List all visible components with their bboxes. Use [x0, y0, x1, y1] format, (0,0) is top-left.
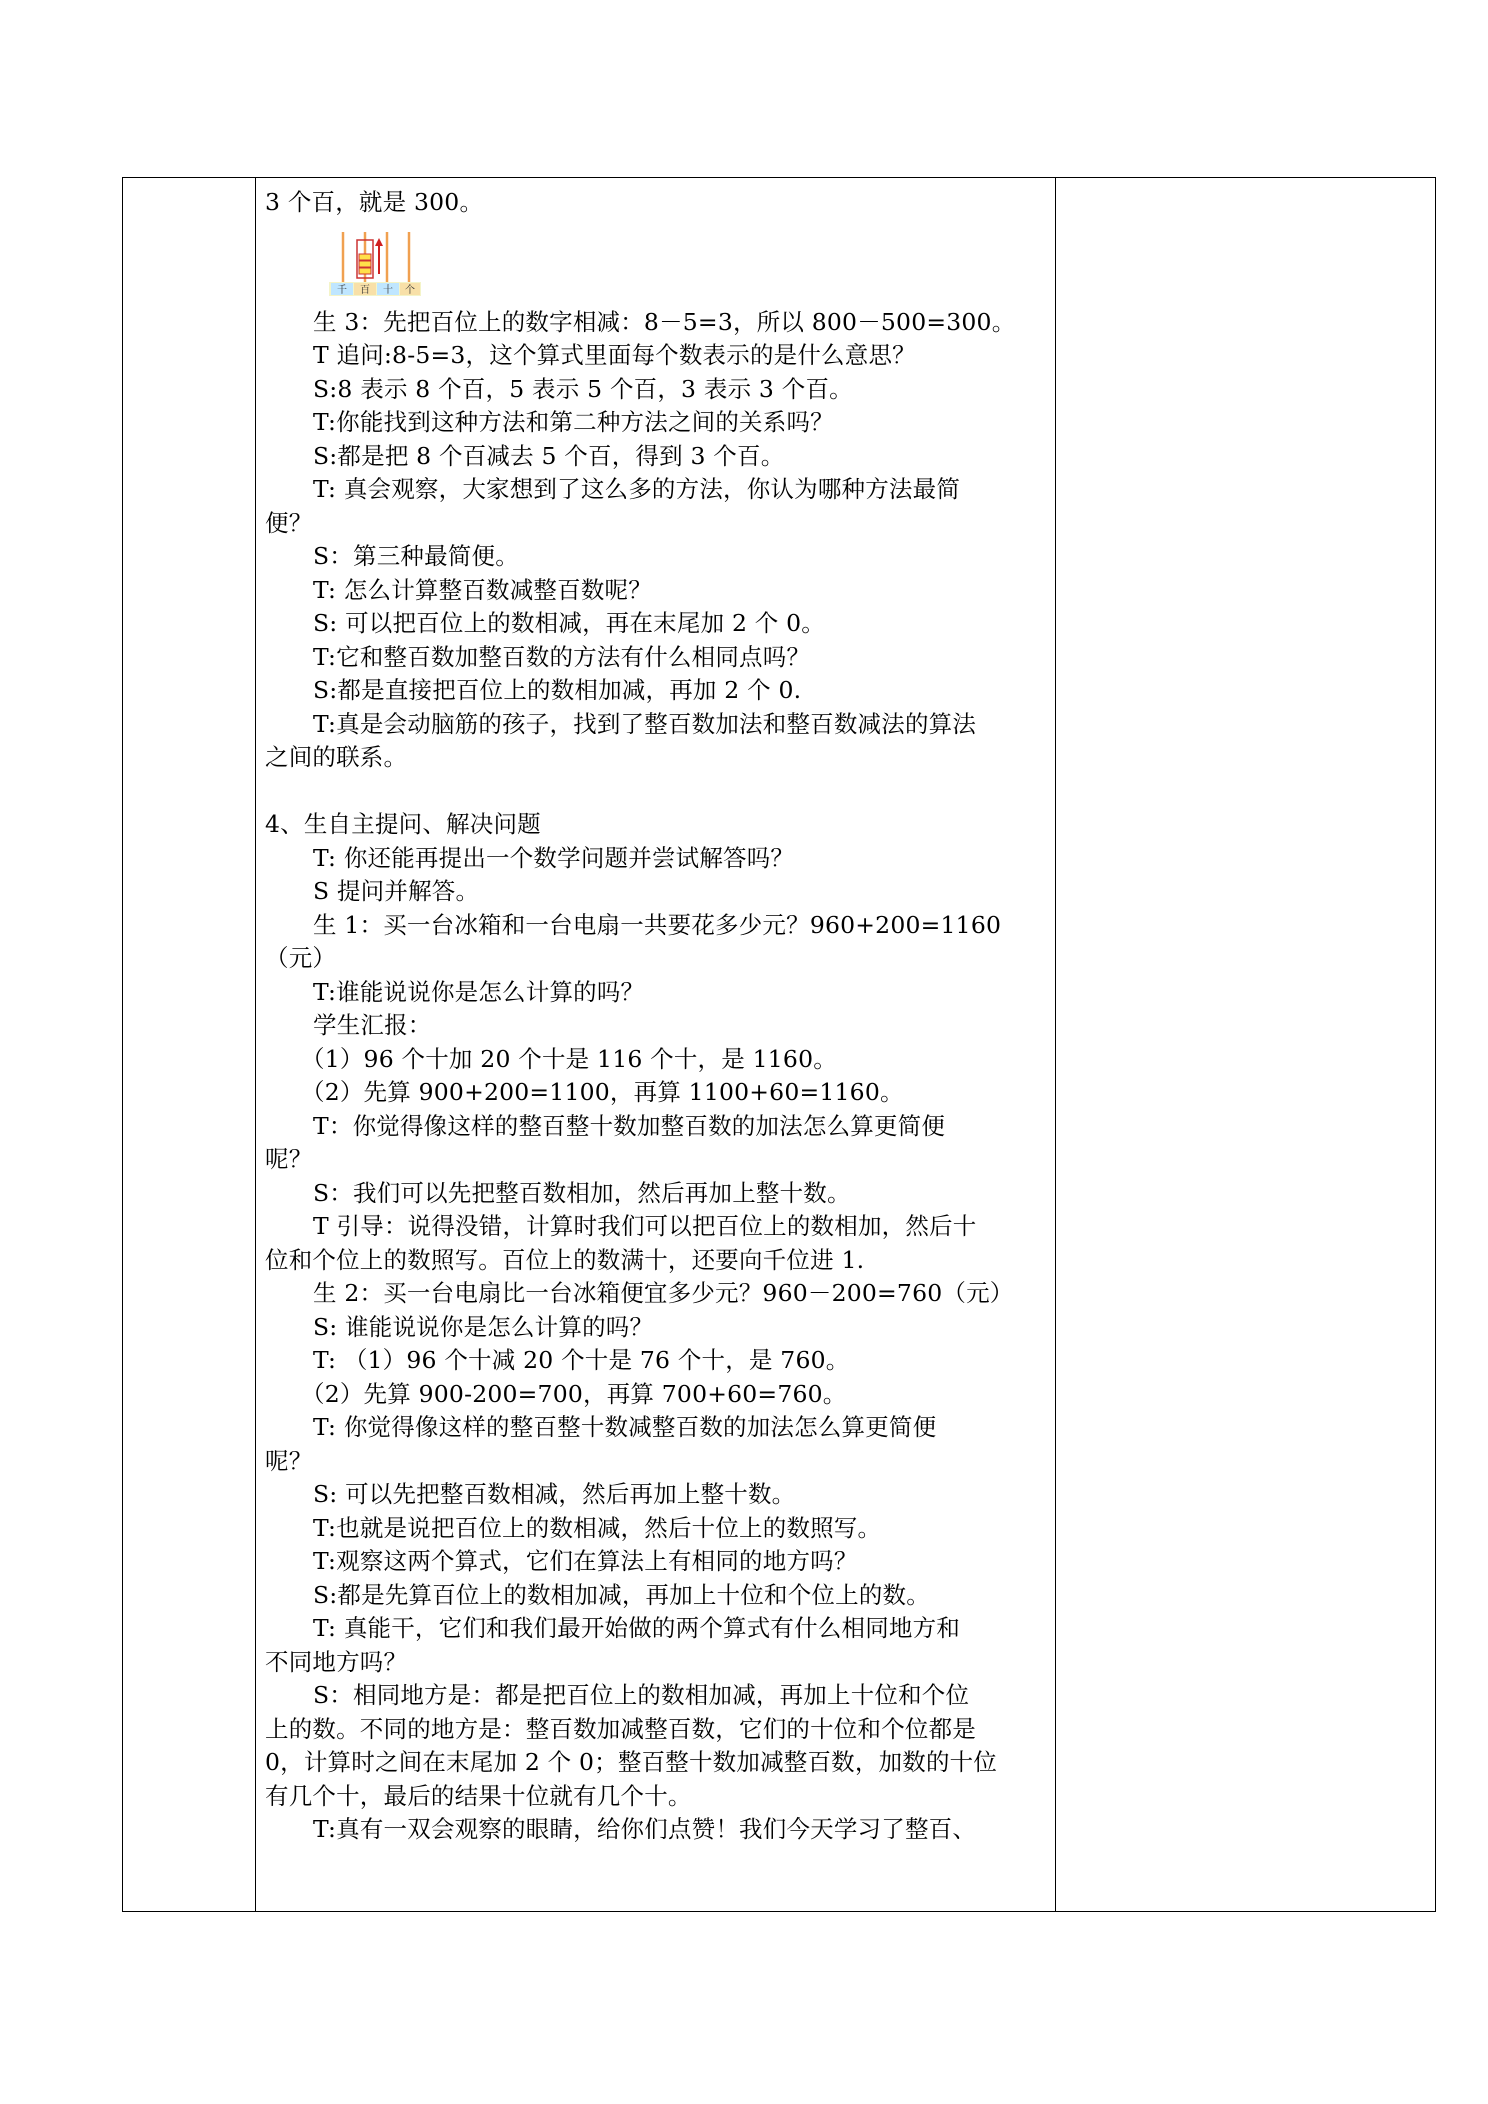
text-line: S：第三种最简便。: [313, 542, 519, 570]
lesson-content-column: [255, 178, 1055, 1911]
text-line: S 提问并解答。: [313, 877, 480, 905]
text-line: 呢？: [265, 1145, 313, 1173]
text-line: S:都是把 8 个百减去 5 个百，得到 3 个百。: [313, 441, 785, 470]
text-line: T: 怎么计算整百数减整百数呢？: [313, 575, 652, 604]
abacus-label-ones: 个: [405, 284, 415, 296]
text-line: S: 可以把百位上的数相减，再在末尾加 2 个 0。: [313, 609, 825, 637]
text-line: T:你能找到这种方法和第二种方法之间的关系吗？: [313, 408, 834, 436]
text-line: 位和个位上的数照写。百位上的数满十，还要向千位进 1.: [265, 1245, 865, 1274]
text-line: （元）: [265, 944, 337, 972]
text-line: 3 个百，就是 300。: [265, 188, 484, 216]
text-line: S:都是先算百位上的数相加减，再加上十位和个位上的数。: [313, 1580, 930, 1609]
text-line: T:也就是说把百位上的数相减，然后十位上的数照写。: [313, 1513, 882, 1542]
text-line: （2）先算 900+200=1100，再算 1100+60=1160。: [301, 1078, 904, 1106]
text-line: S: 可以先把整百数相减，然后再加上整十数。: [313, 1480, 796, 1508]
text-line: S:都是直接把百位上的数相加减，再加 2 个 0.: [313, 676, 802, 704]
text-line: 生 3：先把百位上的数字相减：8－5=3，所以 800－500=300。: [313, 307, 1016, 336]
abacus-label-hundreds: 百: [360, 284, 370, 296]
abacus-label-tens: 十: [383, 284, 393, 296]
text-line: T: 你还能再提出一个数学问题并尝试解答吗？: [313, 843, 795, 872]
text-line: T: 真会观察，大家想到了这么多的方法，你认为哪种方法最简: [313, 475, 961, 503]
text-line: T:观察这两个算式，它们在算法上有相同的地方吗？: [313, 1547, 858, 1575]
spacer: [265, 775, 1045, 809]
text-line: 生 2：买一台电扇比一台冰箱便宜多少元？960－200=760（元）: [313, 1279, 1014, 1307]
text-line: 之间的联系。: [265, 743, 408, 771]
text-line: T: 真能干，它们和我们最开始做的两个算式有什么相同地方和: [313, 1614, 961, 1642]
abacus-label-thousands: 千: [337, 284, 347, 296]
text-line: S: 谁能说说你是怎么计算的吗？: [313, 1312, 654, 1341]
text-line: 有几个十，最后的结果十位就有几个十。: [265, 1781, 692, 1810]
text-line: 上的数。不同的地方是：整百数加减整百数，它们的十位和个位都是: [265, 1714, 976, 1743]
text-line: T: 你觉得像这样的整百整十数减整百数的加法怎么算更简便: [313, 1413, 937, 1441]
text-line: S：我们可以先把整百数相加，然后再加上整十数。: [313, 1178, 851, 1207]
lesson-table: [122, 177, 1436, 1912]
text-line: 不同地方吗？: [265, 1647, 408, 1676]
text-line: 便？: [265, 508, 313, 537]
text-line: 生 1：买一台冰箱和一台电扇一共要花多少元？960+200=1160: [313, 910, 1002, 939]
text-line: （2）先算 900-200=700，再算 700+60=760。: [301, 1379, 847, 1408]
text-line: 呢？: [265, 1446, 313, 1475]
text-line: 学生汇报：: [313, 1011, 432, 1039]
text-line: T:谁能说说你是怎么计算的吗？: [313, 977, 645, 1006]
abacus-icon: [329, 228, 421, 298]
column-divider-2: [1055, 178, 1056, 1911]
text-line: （1）96 个十加 20 个十是 116 个十，是 1160。: [301, 1044, 837, 1073]
text-line: T 引导：说得没错，计算时我们可以把百位上的数相加，然后十: [313, 1212, 977, 1240]
section-heading: 4、生自主提问、解决问题: [265, 810, 541, 838]
text-line: T: （1）96 个十减 20 个十是 76 个十，是 760。: [313, 1346, 850, 1374]
text-line: T:真是会动脑筋的孩子，找到了整百数加法和整百数减法的算法: [313, 709, 977, 738]
text-line: T:真有一双会观察的眼睛，给你们点赞！我们今天学习了整百、: [313, 1815, 977, 1843]
text-line: T:它和整百数加整百数的方法有什么相同点吗？: [313, 642, 811, 671]
text-line: T：你觉得像这样的整百整十数加整百数的加法怎么算更简便: [313, 1111, 946, 1140]
text-line: S：相同地方是：都是把百位上的数相加减，再加上十位和个位: [313, 1681, 970, 1709]
text-line: S:8 表示 8 个百，5 表示 5 个百，3 表示 3 个百。: [313, 374, 853, 403]
text-line: T 追问:8-5=3，这个算式里面每个数表示的是什么意思？: [313, 341, 916, 369]
abacus-figure: [265, 220, 1045, 306]
text-line: 0，计算时之间在末尾加 2 个 0；整百整十数加减整百数，加数的十位: [265, 1748, 998, 1776]
